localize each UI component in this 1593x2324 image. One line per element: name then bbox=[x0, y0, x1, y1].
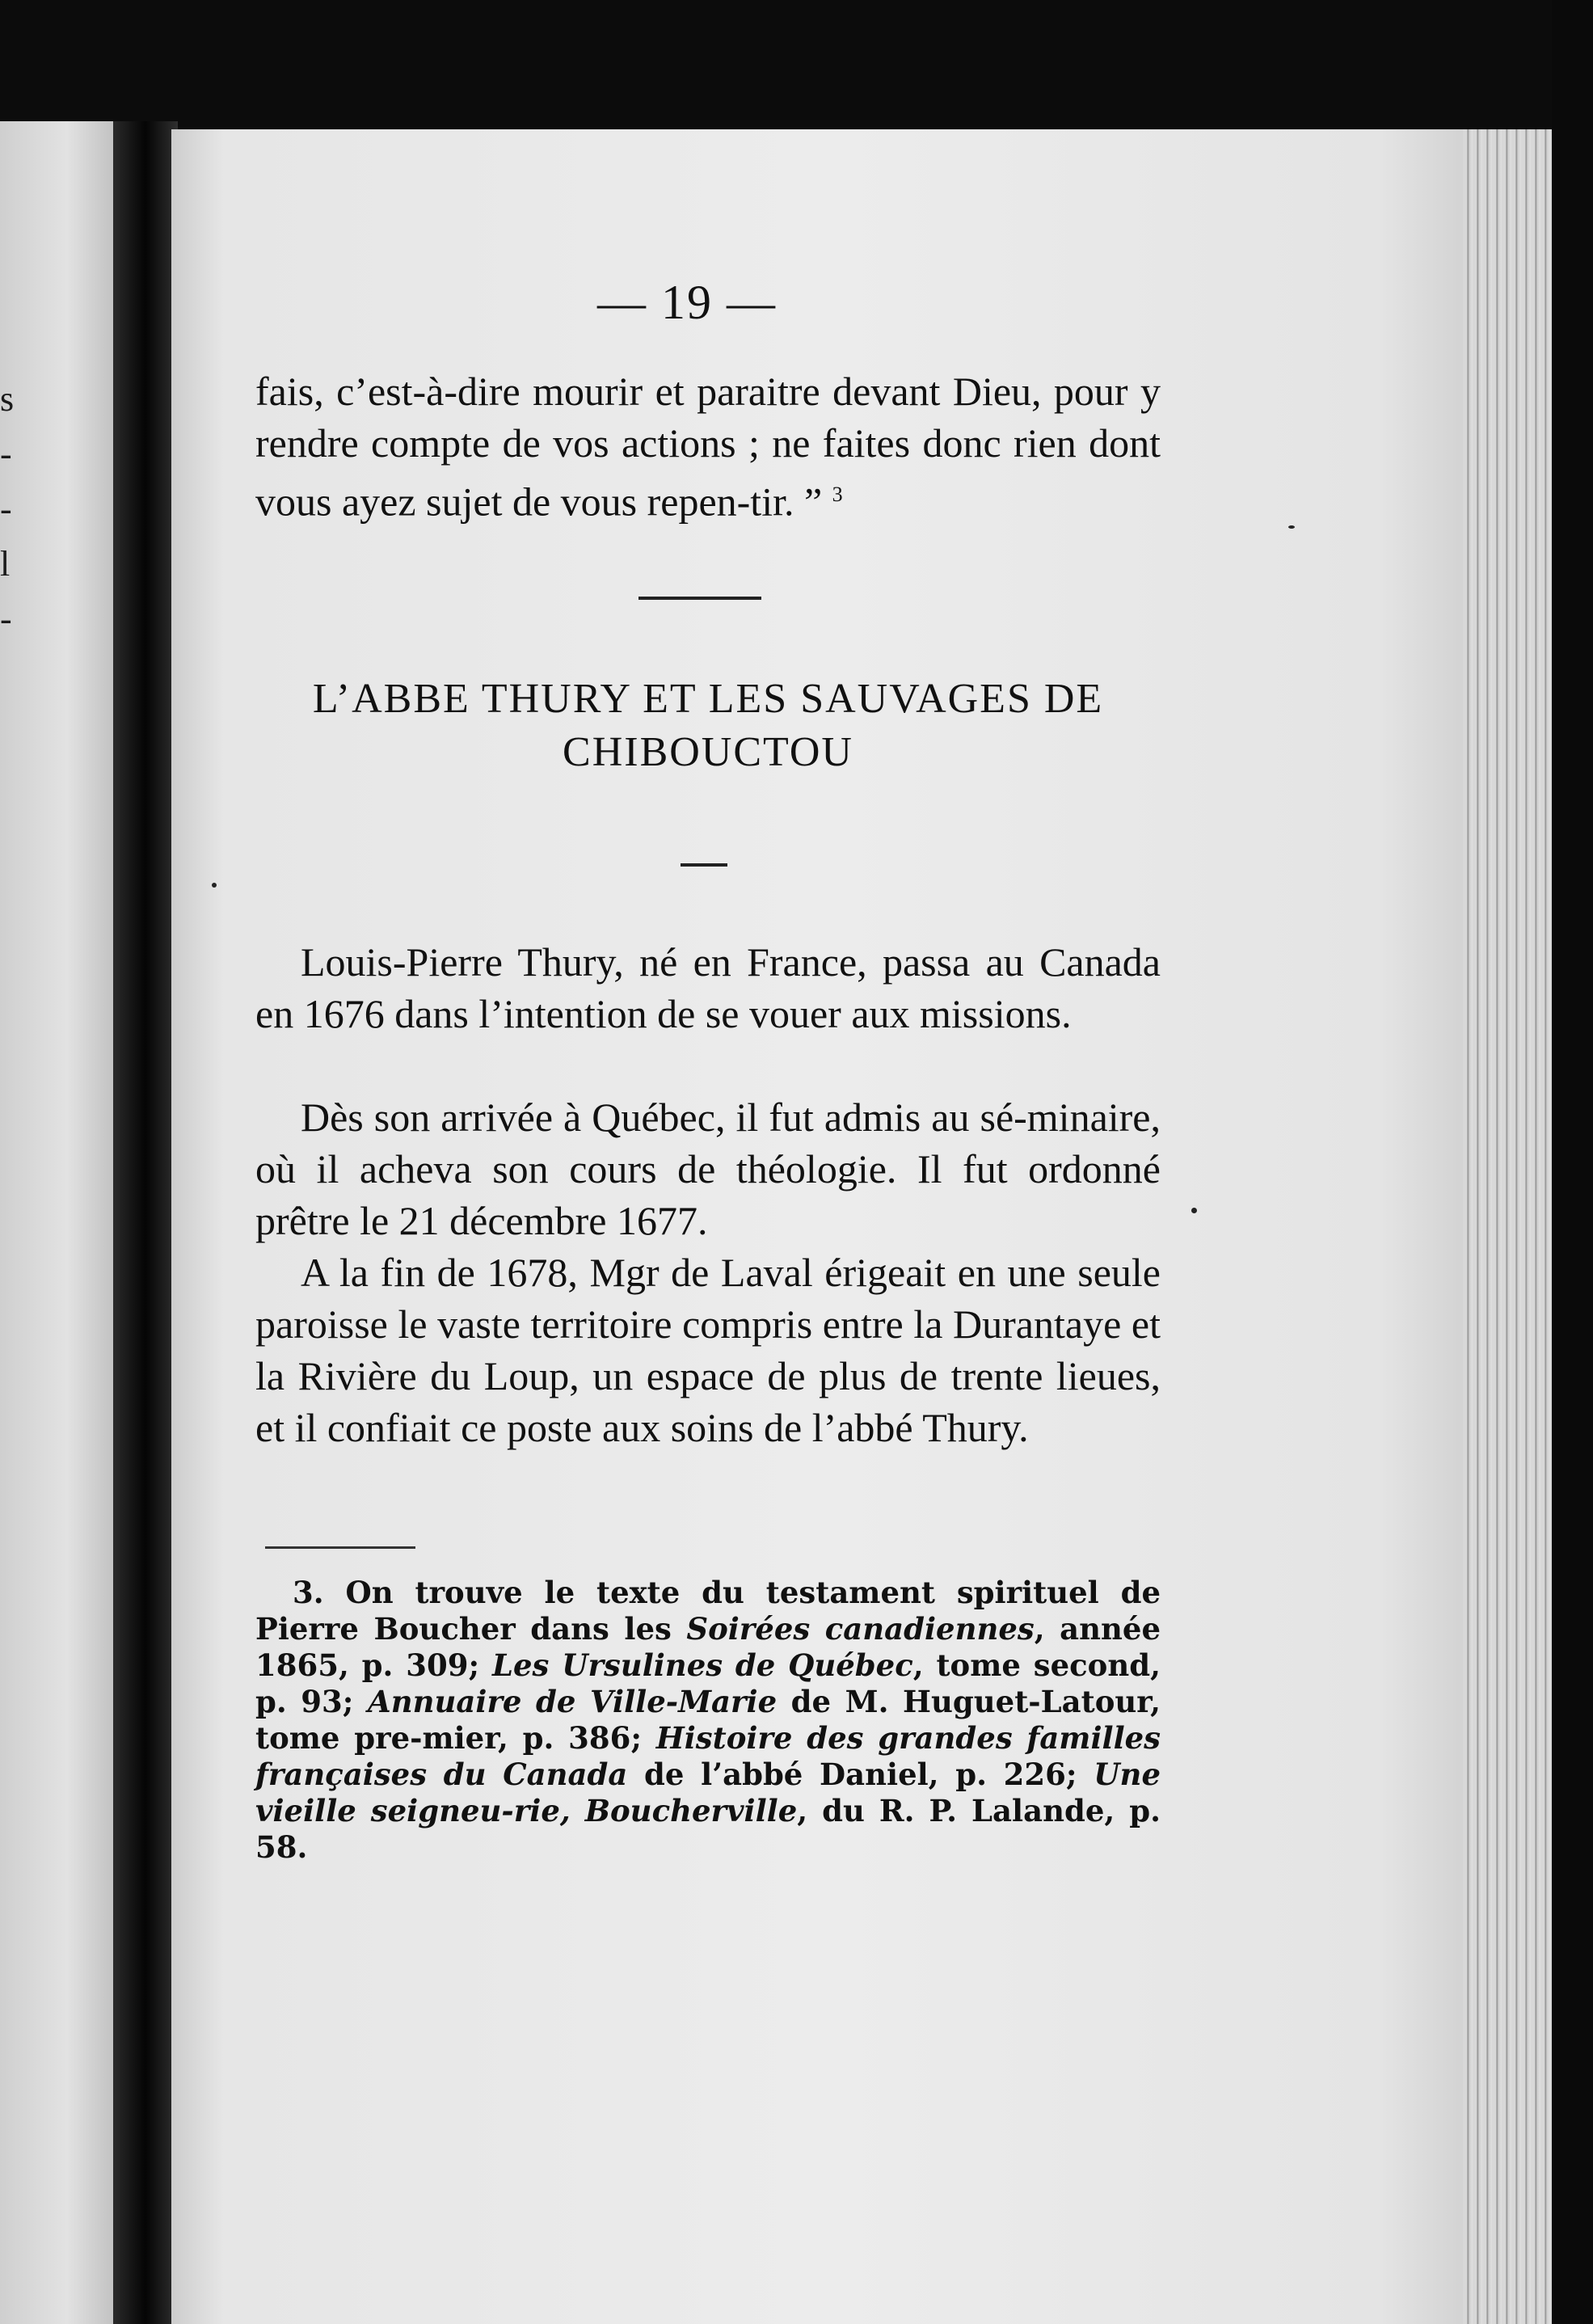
scan-speck bbox=[1191, 1208, 1197, 1213]
paragraph-1 bbox=[255, 936, 1161, 1040]
scan-border bbox=[1552, 0, 1593, 2324]
paragraph-3 bbox=[255, 1246, 1161, 1453]
scan-speck bbox=[1288, 525, 1295, 529]
paragraph-2-text: Dès son arrivée à Québec, il fut admis au sé-minaire, où il acheva son cours de théologie. Il fut ordonné prêtre le 21 décembre 1677. bbox=[255, 1095, 1161, 1243]
footnote-title: Une vieille seigneu-rie, Boucherville bbox=[255, 1757, 1161, 1828]
opening-paragraph bbox=[255, 365, 1161, 528]
prev-page-fragment: - bbox=[0, 434, 12, 474]
footnote-title: Les Ursulines de Québec bbox=[491, 1647, 913, 1683]
footnote-text: , du R. P. Lalande, p. 58. bbox=[255, 1793, 1161, 1865]
footnote-text: de M. Huguet-Latour, tome pre-mier, p. 386; bbox=[255, 1684, 1161, 1756]
prev-page-fragment: s bbox=[0, 379, 15, 419]
footnote-reference: 3 bbox=[832, 483, 843, 506]
section-heading bbox=[255, 673, 1161, 779]
footnote-number: 3. bbox=[293, 1575, 324, 1610]
footnote-text: , année 1865, p. 309; bbox=[255, 1611, 1161, 1683]
footnote-text: On trouve le texte du testament spirituel de Pierre Boucher dans les bbox=[255, 1575, 1161, 1647]
book-gutter bbox=[113, 121, 178, 2324]
paragraph-1-text: Louis-Pierre Thury, né en France, passa au Canada en 1676 dans l’intention de se vouer aux missions. bbox=[255, 939, 1161, 1036]
previous-page-edge bbox=[0, 121, 121, 2324]
footnote-body bbox=[255, 1575, 1161, 1865]
scan-speck bbox=[212, 883, 217, 888]
footnote-text: de l’abbé Daniel, p. 226; bbox=[627, 1757, 1094, 1792]
prev-page-fragment: l bbox=[0, 544, 11, 584]
heading-dash bbox=[681, 863, 727, 867]
footnote-title: Soirées canadiennes bbox=[686, 1611, 1035, 1647]
section-divider bbox=[638, 597, 761, 600]
page-stack-edge bbox=[1463, 129, 1552, 2324]
footnote-title: Annuaire de Ville-Marie bbox=[368, 1684, 778, 1719]
footnote-rule bbox=[265, 1546, 415, 1549]
page-number: — 19 — bbox=[597, 276, 777, 329]
paragraph-2 bbox=[255, 1091, 1161, 1246]
footnote bbox=[255, 1575, 1161, 1866]
prev-page-fragment: - bbox=[0, 599, 12, 639]
section-heading-line2: CHIBOUCTOU bbox=[563, 729, 853, 775]
paragraph-3-text: A la fin de 1678, Mgr de Laval érigeait en une seule paroisse le vaste territoire compris entre la Durantaye et la Rivière du Loup, un espace de plus de trente lieues, et il confiait ce poste aux soins de l’abbé Thury. bbox=[255, 1250, 1161, 1450]
footnote-title: Histoire des grandes familles françaises du Canada bbox=[255, 1720, 1161, 1792]
opening-paragraph-text: fais, c’est-à-dire mourir et paraitre devant Dieu, pour y rendre compte de vos actions ; ne faites donc rien dont vous ayez sujet de vous repen-tir. ” bbox=[255, 369, 1161, 525]
section-heading-line1: L’ABBE THURY ET LES SAUVAGES DE bbox=[312, 676, 1104, 722]
prev-page-fragment: - bbox=[0, 489, 12, 529]
footnote-text: , tome second, p. 93; bbox=[255, 1647, 1161, 1719]
